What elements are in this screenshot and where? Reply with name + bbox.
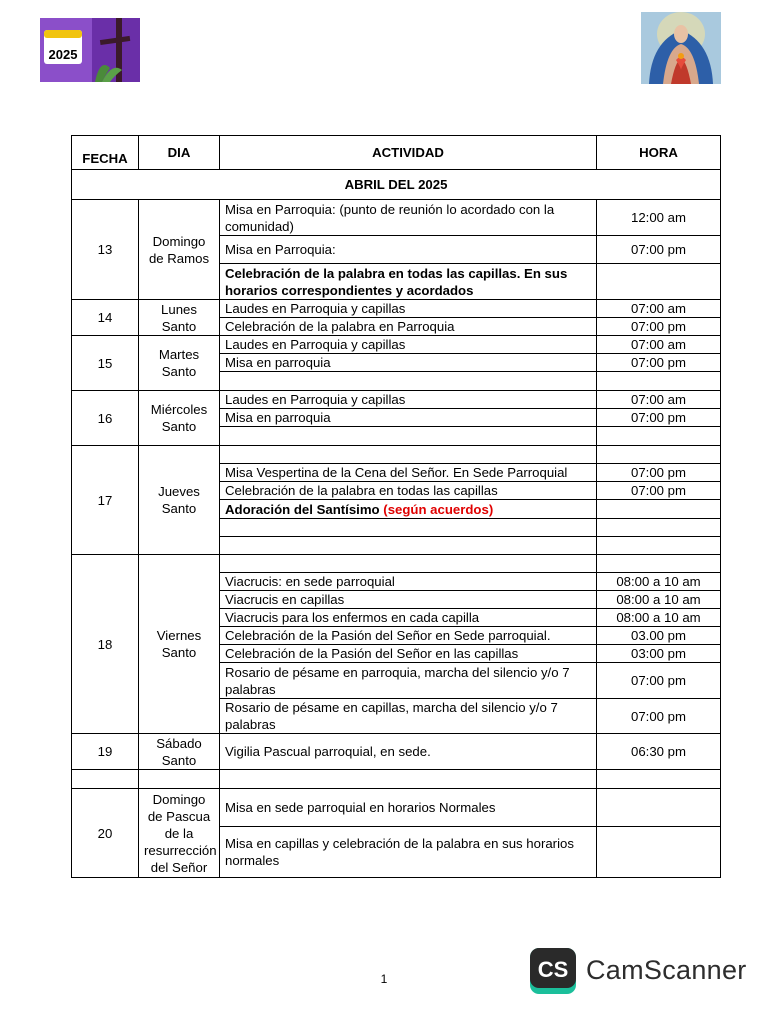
activity-cell: Laudes en Parroquia y capillas <box>220 300 597 318</box>
time-cell: 08:00 a 10 am <box>597 573 721 591</box>
column-header-actividad: ACTIVIDAD <box>220 136 597 170</box>
time-cell: 07:00 am <box>597 391 721 409</box>
day-19: Sábado Santo <box>139 734 220 770</box>
time-cell: 07:00 pm <box>597 464 721 482</box>
time-cell: 06:30 pm <box>597 734 721 770</box>
date-18: 18 <box>72 555 139 734</box>
time-cell: 07:00 pm <box>597 699 721 734</box>
activity-cell: Celebración de la Pasión del Señor en las capillas <box>220 645 597 663</box>
activity-cell: Misa en parroquia <box>220 354 597 372</box>
activity-cell: Vigilia Pascual parroquial, en sede. <box>220 734 597 770</box>
time-cell: 07:00 pm <box>597 482 721 500</box>
activity-cell: Celebración de la palabra en todas las capillas. En sus horarios correspondientes y acordados <box>220 264 597 300</box>
date-20: 20 <box>72 789 139 878</box>
table-row <box>72 336 721 354</box>
table-row <box>72 300 721 318</box>
camscanner-brand: CamScanner <box>586 955 747 985</box>
day-15: Martes Santo <box>139 336 220 391</box>
date-17: 17 <box>72 446 139 555</box>
time-cell: 07:00 pm <box>597 354 721 372</box>
time-cell: 07:00 am <box>597 336 721 354</box>
time-cell: 07:00 pm <box>597 236 721 264</box>
activity-cell: Viacrucis en capillas <box>220 591 597 609</box>
activity-cell: Laudes en Parroquia y capillas <box>220 391 597 409</box>
activity-cell: Rosario de pésame en parroquia, marcha del silencio y/o 7 palabras <box>220 663 597 699</box>
time-cell: 07:00 pm <box>597 663 721 699</box>
column-header-hora: HORA <box>597 136 721 170</box>
day-14: Lunes Santo <box>139 300 220 336</box>
day-13: Domingo de Ramos <box>139 200 220 300</box>
table-row <box>72 734 721 770</box>
sacred-heart-image <box>641 12 721 84</box>
time-cell: 03.00 pm <box>597 627 721 645</box>
adoration-label: Adoración del Santísimo <box>225 501 380 517</box>
date-19: 19 <box>72 734 139 770</box>
month-row <box>72 170 721 200</box>
camscanner-logo-icon <box>530 948 576 994</box>
camscanner-badge-text: CS <box>537 957 569 982</box>
time-cell: 03:00 pm <box>597 645 721 663</box>
holy-week-schedule-table <box>71 135 721 878</box>
activity-cell: Viacrucis: en sede parroquial <box>220 573 597 591</box>
date-14: 14 <box>72 300 139 336</box>
month-title: ABRIL DEL 2025 <box>72 170 721 200</box>
lent-2025-logo <box>40 18 140 82</box>
column-header-fecha: FECHA <box>72 136 139 170</box>
activity-cell: Celebración de la Pasión del Señor en Sede parroquial. <box>220 627 597 645</box>
activity-cell: Viacrucis para los enfermos en cada capilla <box>220 609 597 627</box>
time-cell <box>597 264 721 300</box>
table-row <box>72 391 721 409</box>
day-20: Domingo de Pascua de la resurrección del Señor <box>139 789 220 878</box>
activity-cell: Rosario de pésame en capillas, marcha del silencio y/o 7 palabras <box>220 699 597 734</box>
empty-row <box>72 446 721 464</box>
time-cell: 07:00 pm <box>597 409 721 427</box>
time-cell: 07:00 am <box>597 300 721 318</box>
table-row <box>72 789 721 827</box>
activity-cell: Celebración de la palabra en Parroquia <box>220 318 597 336</box>
table-row <box>72 200 721 236</box>
activity-cell <box>220 500 597 519</box>
year-badge: 2025 <box>48 47 78 62</box>
empty-row <box>72 770 721 789</box>
activity-cell: Misa en Parroquia: (punto de reunión lo acordado con la comunidad) <box>220 200 597 236</box>
time-cell: 07:00 pm <box>597 318 721 336</box>
column-header-dia: DIA <box>139 136 220 170</box>
page-number: 1 <box>380 972 388 986</box>
date-16: 16 <box>72 391 139 446</box>
day-16: Miércoles Santo <box>139 391 220 446</box>
day-18: Viernes Santo <box>139 555 220 734</box>
time-cell: 08:00 a 10 am <box>597 609 721 627</box>
activity-cell: Misa Vespertina de la Cena del Señor. En Sede Parroquial <box>220 464 597 482</box>
empty-row <box>72 555 721 573</box>
activity-cell: Misa en parroquia <box>220 409 597 427</box>
day-17: Jueves Santo <box>139 446 220 555</box>
activity-cell: Laudes en Parroquia y capillas <box>220 336 597 354</box>
activity-cell: Misa en capillas y celebración de la palabra en sus horarios normales <box>220 827 597 878</box>
header-row <box>72 136 721 170</box>
time-cell: 12:00 am <box>597 200 721 236</box>
activity-cell: Misa en Parroquia: <box>220 236 597 264</box>
date-15: 15 <box>72 336 139 391</box>
activity-cell: Celebración de la palabra en todas las capillas <box>220 482 597 500</box>
activity-cell: Misa en sede parroquial en horarios Normales <box>220 789 597 827</box>
time-cell: 08:00 a 10 am <box>597 591 721 609</box>
adoration-note: (según acuerdos) <box>383 501 494 517</box>
date-13: 13 <box>72 200 139 300</box>
